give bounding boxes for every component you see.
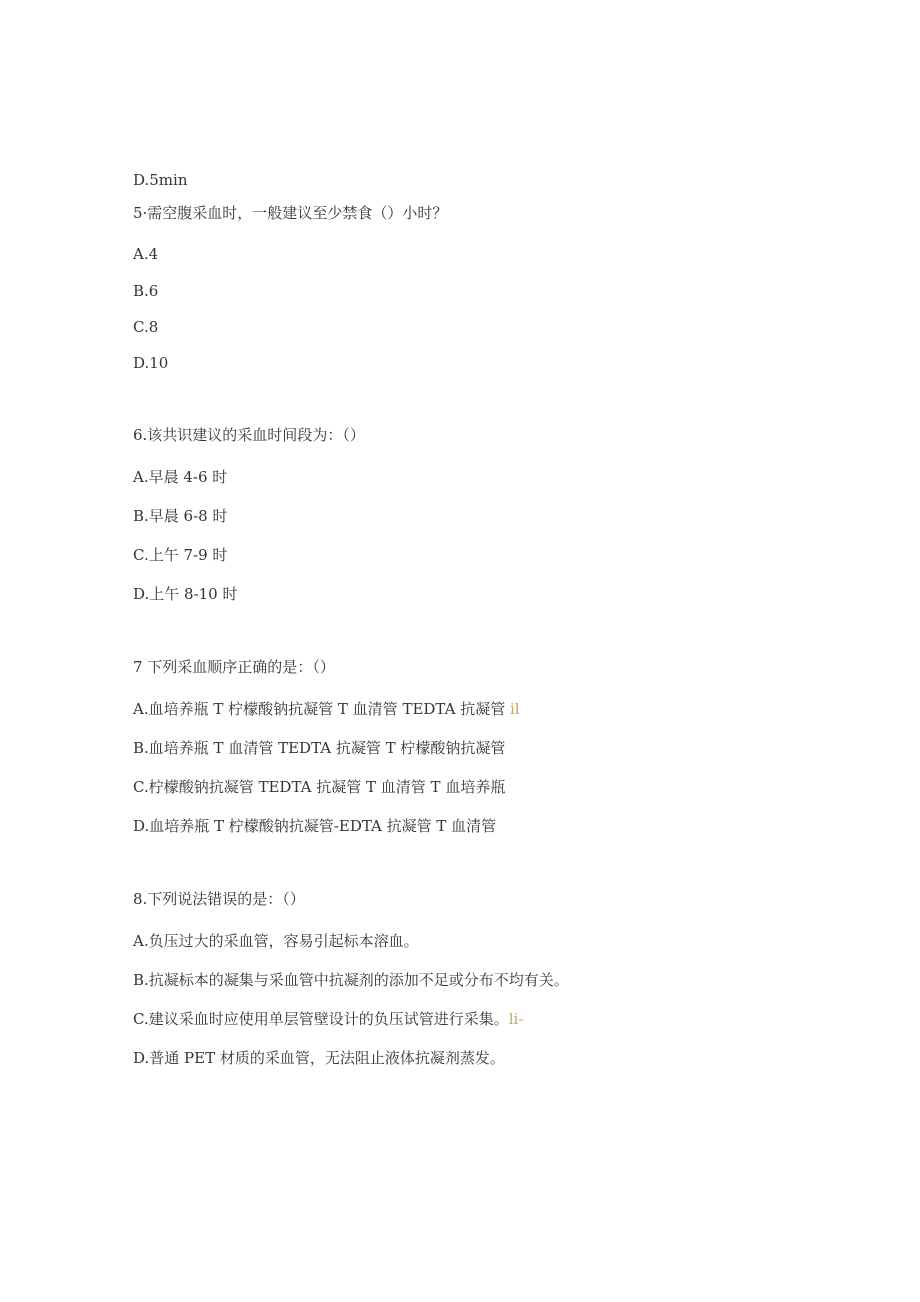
option-5d: D.10 (133, 354, 169, 372)
option-6a: A.早晨 4-6 时 (133, 468, 228, 486)
question-8: 8.下列说法错误的是：（） (133, 890, 305, 908)
option-8b: B.抗凝标本的凝集与采血管中抗凝剂的添加不足或分布不均有关。 (133, 971, 569, 989)
question-6: 6.该共识建议的采血时间段为：（） (133, 426, 365, 444)
option-6b: B.早晨 6-8 时 (133, 507, 228, 525)
option-8a: A.负压过大的采血管，容易引起标本溶血。 (133, 932, 419, 950)
option-7d: D.血培养瓶 T 柠檬酸钠抗凝管-EDTA 抗凝管 T 血清管 (133, 817, 497, 835)
option-5b: B.6 (133, 282, 159, 300)
option-6d: D.上午 8-10 时 (133, 585, 238, 603)
option-8c: C.建议采血时应使用单层管壁设计的负压试管进行采集。li- (133, 1010, 524, 1028)
option-5a: A.4 (133, 245, 159, 263)
option-4d: D.5min (133, 171, 188, 189)
option-7a: A.血培养瓶 T 柠檬酸钠抗凝管 T 血清管 TEDTA 抗凝管 il (133, 700, 520, 718)
question-5: 5·需空腹采血时，一般建议至少禁食（）小时？ (133, 204, 448, 222)
option-5c: C.8 (133, 318, 159, 336)
option-7c: C.柠檬酸钠抗凝管 TEDTA 抗凝管 T 血清管 T 血培养瓶 (133, 778, 506, 796)
question-7: 7 下列采血顺序正确的是：（） (133, 658, 335, 676)
option-8d: D.普通 PET 材质的采血管，无法阻止液体抗凝剂蒸发。 (133, 1049, 505, 1067)
margin-note: il (510, 700, 520, 718)
option-7b: B.血培养瓶 T 血清管 TEDTA 抗凝管 T 柠檬酸钠抗凝管 (133, 739, 506, 757)
option-6c: C.上午 7-9 时 (133, 546, 228, 564)
margin-note: li- (508, 1010, 524, 1028)
